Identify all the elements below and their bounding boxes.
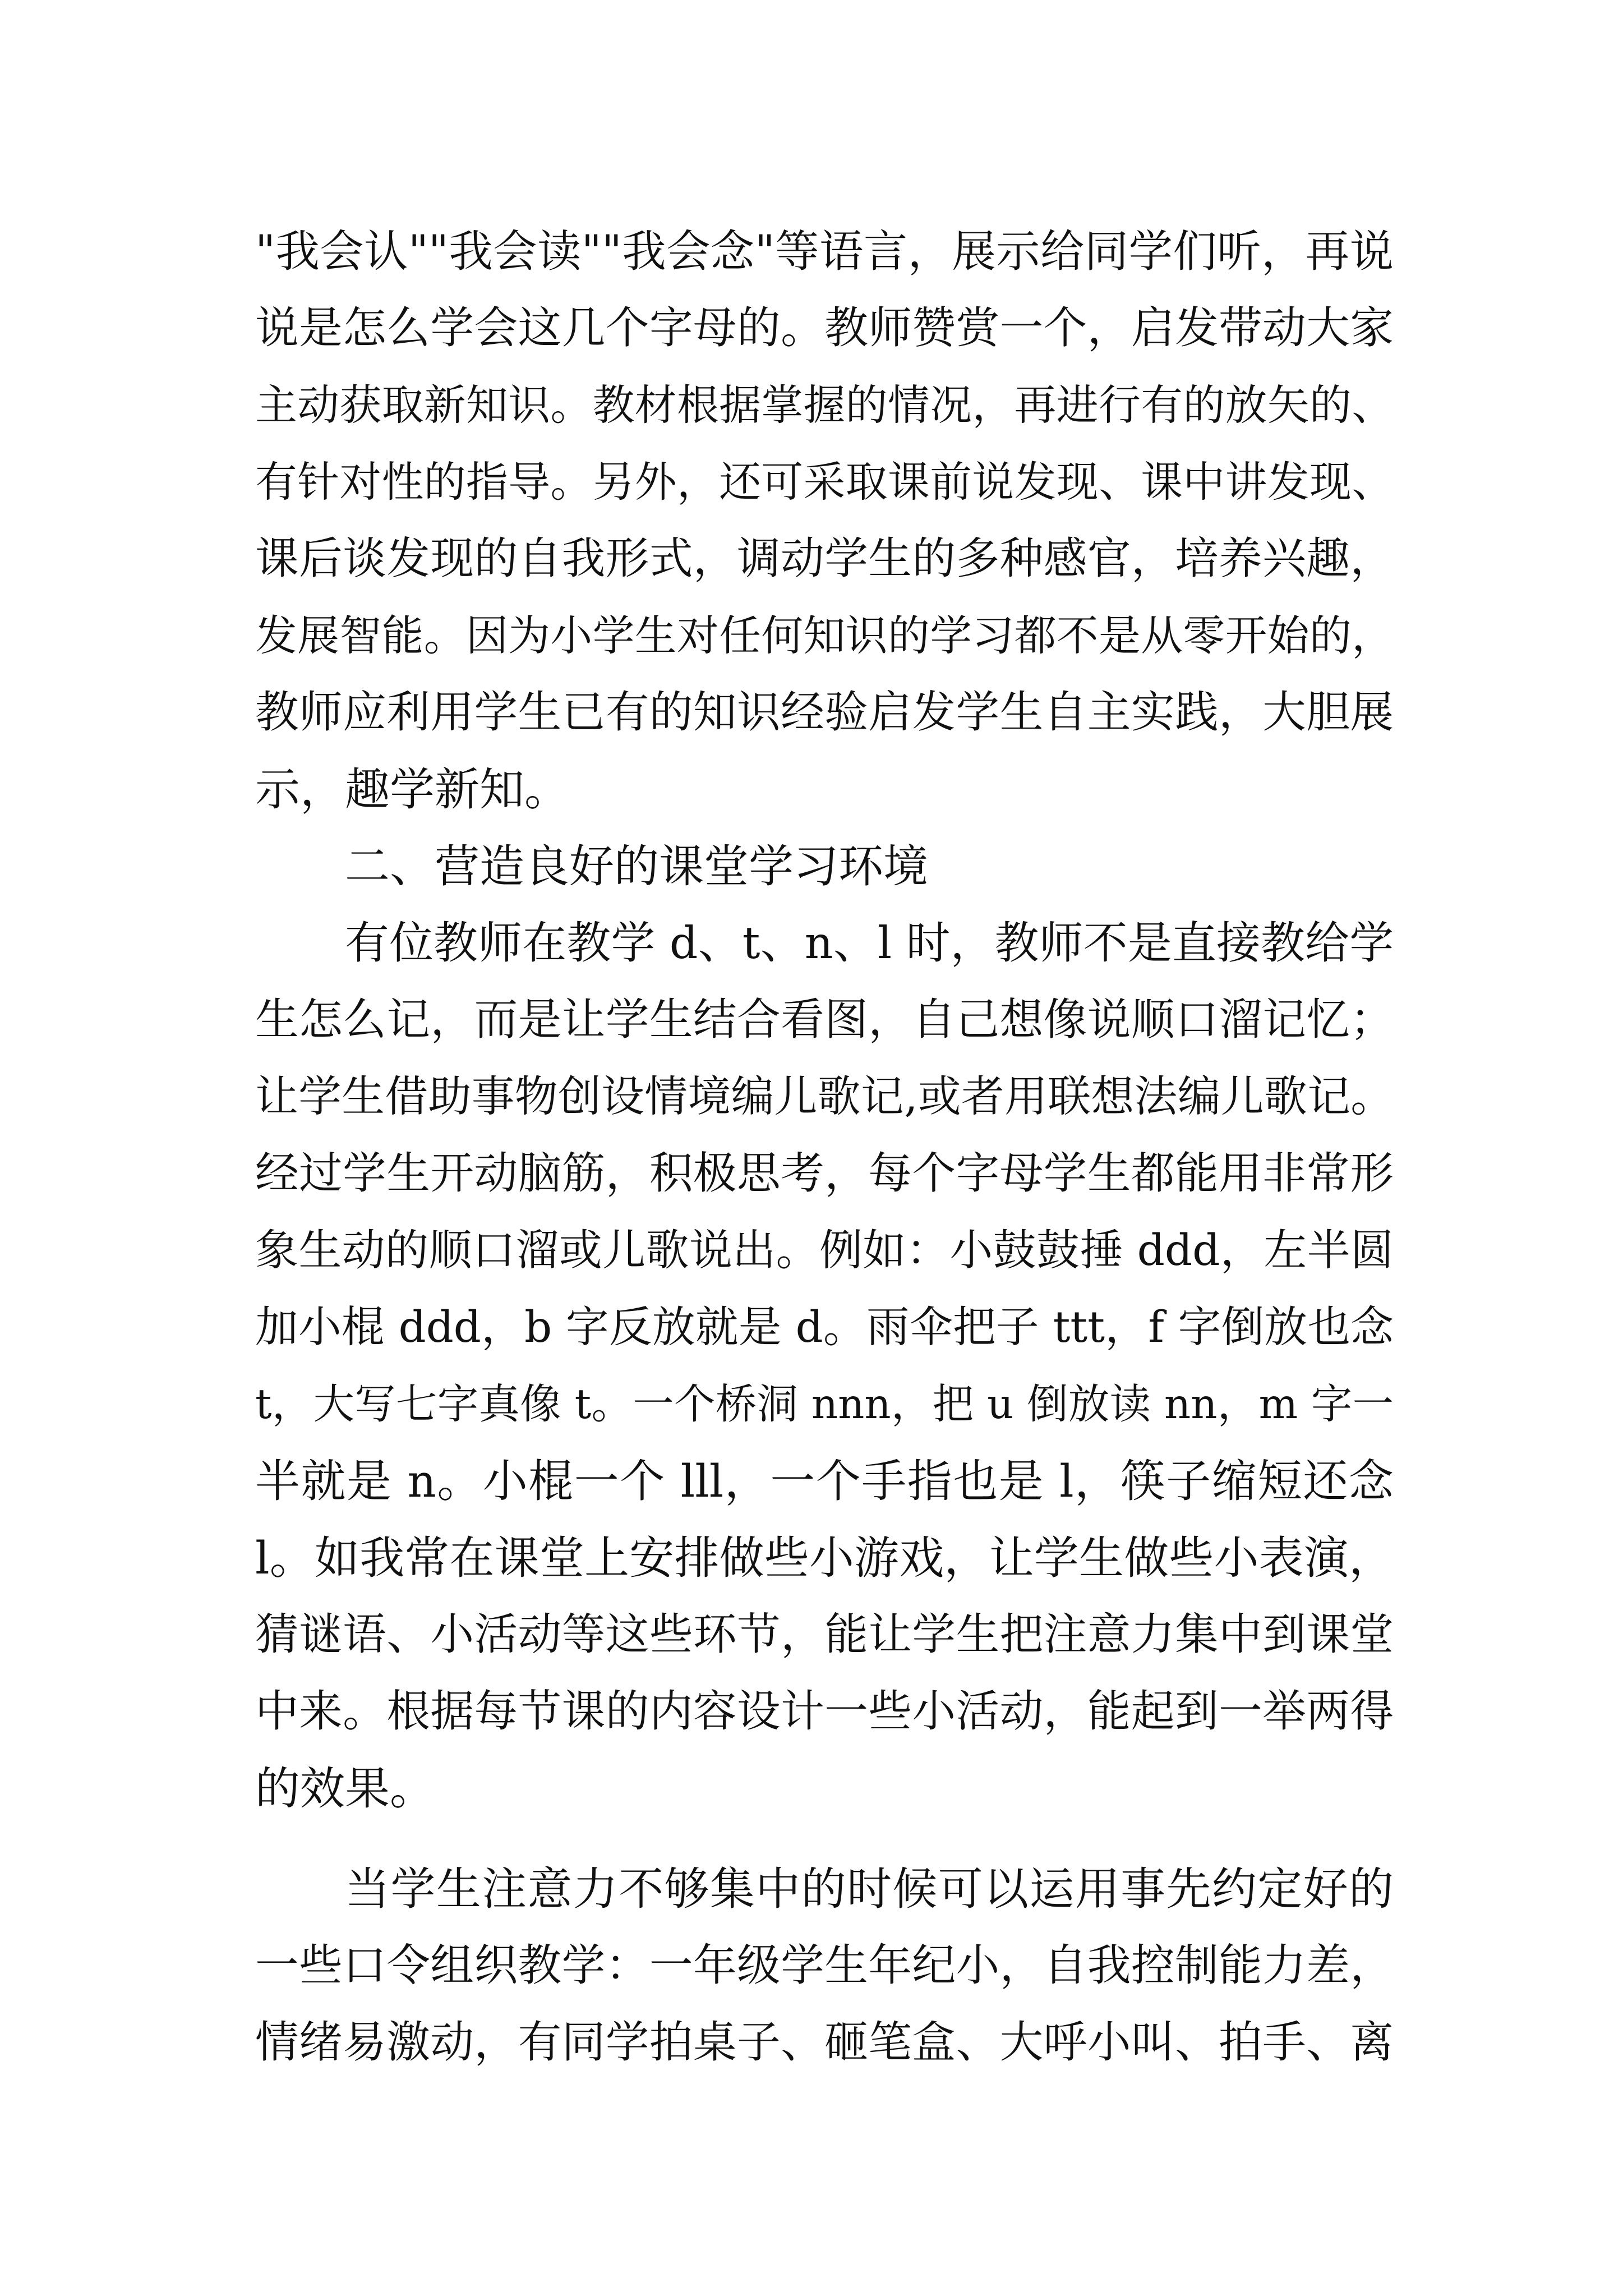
text-line: 示，趣学新知。 — [255, 763, 569, 816]
text-line: 发展智能。因为小学生对任何知识的学习都不是从零开始的， — [255, 611, 1394, 660]
text-line: 有针对性的指导。另外，还可采取课前说发现、课中讲发现、 — [255, 458, 1394, 507]
text-line: 课后谈发现的自我形式，调动学生的多种感官，培养兴趣， — [255, 533, 1394, 584]
text-line: 生怎么记，而是让学生结合看图，自己想像说顺口溜记忆； — [255, 995, 1394, 1045]
text-line: t，大写七字真像 t。一个桥洞 nnn，把 u 倒放读 nn，m 字一 — [255, 1381, 1394, 1428]
text-line: 有位教师在教学 d、t、n、l 时，教师不是直接教给学 — [345, 917, 1394, 969]
body-text — [255, 213, 1394, 2081]
text-line: 中来。根据每节课的内容设计一些小活动，能起到一举两得 — [255, 1686, 1394, 1737]
text-line: l。如我常在课堂上安排做些小游戏，让学生做些小表演， — [255, 1532, 1394, 1584]
text-line: 猜谜语、小活动等这些环节，能让学生把注意力集中到课堂 — [255, 1609, 1394, 1660]
text-line: 让学生借助事物创设情境编儿歌记,或者用联想法编儿歌记。 — [255, 1072, 1394, 1122]
text-line: 加小棍 ddd，b 字反放就是 d。雨伞把子 ttt，f 字倒放也念 — [255, 1303, 1394, 1352]
text-line: 象生动的顺口溜或儿歌说出。例如：小鼓鼓捶 ddd，左半圆 — [255, 1226, 1394, 1276]
text-line: 半就是 n。小棍一个 lll，一个手指也是 l，筷子缩短还念 — [255, 1455, 1394, 1507]
text-line: 一些口令组织教学：一年级学生年纪小，自我控制能力差， — [255, 1940, 1394, 1991]
text-line: 当学生注意力不够集中的时候可以运用事先约定好的 — [345, 1863, 1394, 1915]
text-line: 情绪易激动，有同学拍桌子、砸笔盒、大呼小叫、拍手、离 — [255, 2017, 1394, 2068]
text-line: 教师应利用学生已有的知识经验启发学生自主实践，大胆展 — [255, 687, 1394, 738]
text-line: 主动获取新知识。教材根据掌握的情况，再进行有的放矢的、 — [255, 381, 1394, 430]
text-line: "我会认""我会读""我会念"等语言，展示给同学们听，再说 — [255, 226, 1394, 277]
text-line: 的效果。 — [255, 1763, 435, 1815]
text-line: 说是怎么学会这几个字母的。教师赞赏一个，启发带动大家 — [255, 303, 1394, 353]
section-heading: 二、营造良好的课堂学习环境 — [345, 840, 928, 892]
text-line: 经过学生开动脑筋，积极思考，每个字母学生都能用非常形 — [255, 1148, 1394, 1199]
